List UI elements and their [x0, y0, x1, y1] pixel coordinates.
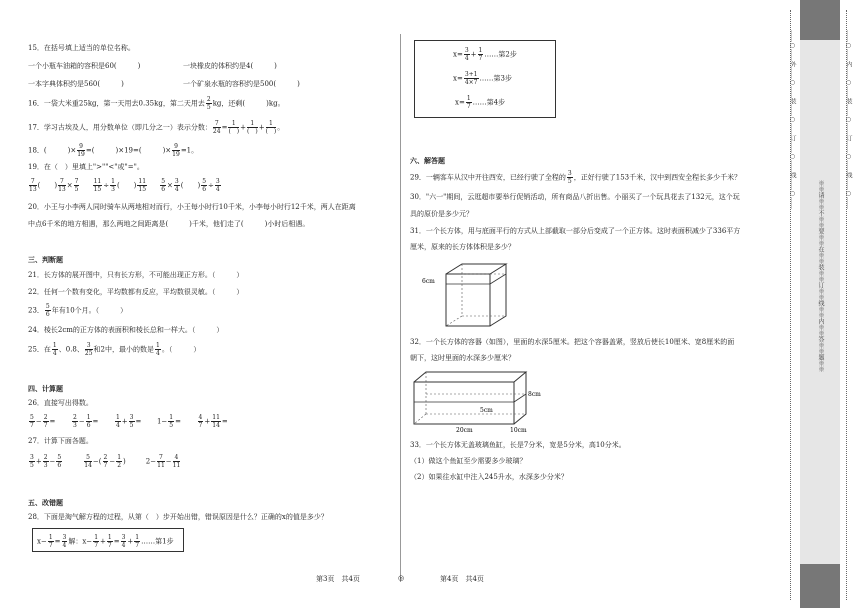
fig2-width: 10cm: [510, 427, 527, 434]
q30-line2: 具的原价是多少元？: [410, 210, 473, 218]
fig2-water: 5cm: [480, 407, 493, 414]
q15-b2: 一个矿泉水瓶的容积约是500( ): [183, 80, 300, 88]
q27: 27．计算下面各题。: [28, 437, 93, 445]
q31-line2: 厘米，原来的长方体体积是多少？: [410, 243, 515, 251]
q18: 18．( )× $\frac{9}{19}$ =( )×19=( )× $\frac{9}{19}$ =1。: [28, 143, 199, 158]
q33-1: （1）做这个鱼缸至少需要多少玻璃？: [410, 457, 527, 465]
q26-items: $\frac{5}{7}$ − $\frac{2}{7}$ = $\frac{2}{3}$ − $\frac{1}{6}$ = $\frac{1}{4}$ + $\frac{3}{5}$ = 1− $\frac{1}{5}$ = $\frac{4}{7}$ + $\frac{11}{14}$ =: [30, 414, 228, 429]
q19: 19．在（ ）里填上">""<"或"="。: [28, 163, 144, 171]
q32-line1: 32．一个长方体的容器（如图），里面的水深5厘米。把这个容器盖紧，竖放后使长10厘米、宽8厘米的面: [410, 338, 735, 346]
q29: 29．一辆客车从汉中开往西安，已经行驶了全程的 $\frac{3}{5}$ ，正好行驶了153千米，汉中到西安全程长多少千米？: [410, 170, 742, 185]
q23: 23． $\frac{5}{6}$ 年有10个月。（ ）: [28, 303, 128, 318]
strip-bottom-block: [800, 564, 840, 608]
section-4-title: 四、计算题: [28, 384, 63, 393]
q20-line2: 中点6千米的地方相遇，那么两地之间距离是( )千米，他们走了( )小时后相遇。: [28, 220, 310, 228]
q33-2: （2）如果往水缸中注入245升水，水深多少分米？: [410, 473, 568, 481]
no-answer-notice: ※※请※※不※※要※※在※※装※※订※※线※※内※※答※※题※※: [817, 180, 824, 372]
q20-line1: 20．小王与小李两人同时骑车从两地相对而行，小王每小时行10千米，小李每小时行12千米，两人在距离: [28, 203, 356, 211]
q17: 17．学习古埃及人，用分数单位（即几分之一）表示分数： $\frac{7}{24}$ = $\frac{1}{( )}$ + $\frac{1}{( )}$ + $\frac{1}{( )}$ 。: [28, 120, 285, 135]
binding-text-inner: ……○……外……○……装……○……订……○……线……○……: [789, 30, 796, 209]
q26: 26．直接写出得数。: [28, 399, 93, 407]
q25: 25．在 $\frac{1}{4}$ 、0.8、 $\frac{3}{25}$ 和2中，最小的数是 $\frac{1}{4}$ 。（ ）: [28, 342, 201, 357]
binding-text-outer: ……○……内……○……装……○……订……○……线……○……: [845, 30, 852, 209]
q15-a2: 一块橡皮的体积约是4( ): [183, 62, 277, 70]
fig2-length: 20cm: [456, 427, 473, 434]
q32-line2: 朝下，这时里面的水深多少厘米？: [410, 354, 515, 362]
column-divider: [400, 34, 401, 582]
equation-box-2: x= $\frac{3}{4}$ + $\frac{1}{7}$ ……第2步 x= $\frac{3+1}{4\times 7}$ ……第3步 x= $\frac{1}{7}$ ……第4步: [414, 40, 556, 118]
q15-a1: 一个小瓶车油箱的容积是60( ): [28, 62, 141, 70]
strip-top-block: [800, 0, 840, 40]
q16: 16．一袋大米重25kg，第一天用去0.35kg，第二天用去 $\frac{2}{5}$ kg，还剩( )kg。: [28, 96, 285, 111]
fraction: $\frac{2}{5}$: [206, 96, 211, 111]
fig1-label: 6cm: [422, 278, 435, 285]
section-6-title: 六、解答题: [410, 156, 445, 165]
page-number-right: 第4页 共4页: [440, 575, 484, 583]
q27-items: $\frac{3}{5}$ + $\frac{2}{3}$ − $\frac{5}{6}$ $\frac{5}{14}$ −( $\frac{2}{7}$ − $\frac{1}{2}$ ) 2− $\frac{7}{11}$ − $\frac{4}{11}$: [30, 454, 181, 469]
q15-b1: 一本字典体积约是560( ): [28, 80, 124, 88]
q28: 28．下面是淘气解方程的过程，从第（ ）步开始出错，错误原因是什么？正确的x的值是多少？: [28, 513, 328, 521]
q30-line1: 30．"六一"期间，云逛超市要举行促销活动，所有商品八折出售。小丽买了一个玩具花去了132元，这个玩: [410, 193, 740, 201]
page-number-left: 第3页 共4页: [316, 575, 360, 583]
q24: 24．棱长2cm的正方体的表面积和棱长总和一样大。（ ）: [28, 326, 224, 334]
q15: 15．在括号填上适当的单位名称。: [28, 44, 135, 52]
q33: 33．一个长方体无盖玻璃鱼缸，长是7分米，宽是5分米，高10分米。: [410, 441, 626, 449]
q19-items: $\frac{7}{13}$ ( ) $\frac{7}{13}$ × $\frac{7}{5}$ $\frac{11}{15}$ ÷ $\frac{1}{3}$ ( ) $\frac{11}{15}$ $\frac{5}{6}$ × $\frac{3}{4}$ ( ) $\frac{5}{6}$ ÷ $\frac{3}{4}$: [29, 178, 220, 193]
fig2-height: 8cm: [528, 391, 541, 398]
q21: 21．长方体的展开图中，只有长方形，不可能出现正方形。（ ）: [28, 271, 244, 279]
q31-line1: 31．一个长方体，用与底面平行的方式从上部截取一部分后变成了一个正方体。这时表面积减少了336平方: [410, 227, 741, 235]
cuboid-figure: [418, 258, 518, 330]
center-mark: ◎: [398, 574, 405, 582]
section-3-title: 三、判断题: [28, 255, 63, 264]
q22: 22．任何一个数有变化，平均数都有反应，平均数很灵敏。（ ）: [28, 288, 244, 296]
container-figure: [412, 368, 542, 434]
equation-box-1: x− $\frac{1}{7}$ = $\frac{3}{4}$ 解：x− $\frac{1}{7}$ + $\frac{1}{7}$ = $\frac{3}{4}$ + $\frac{1}{7}$ ……第1步: [32, 528, 184, 552]
section-5-title: 五、改错题: [28, 498, 63, 507]
